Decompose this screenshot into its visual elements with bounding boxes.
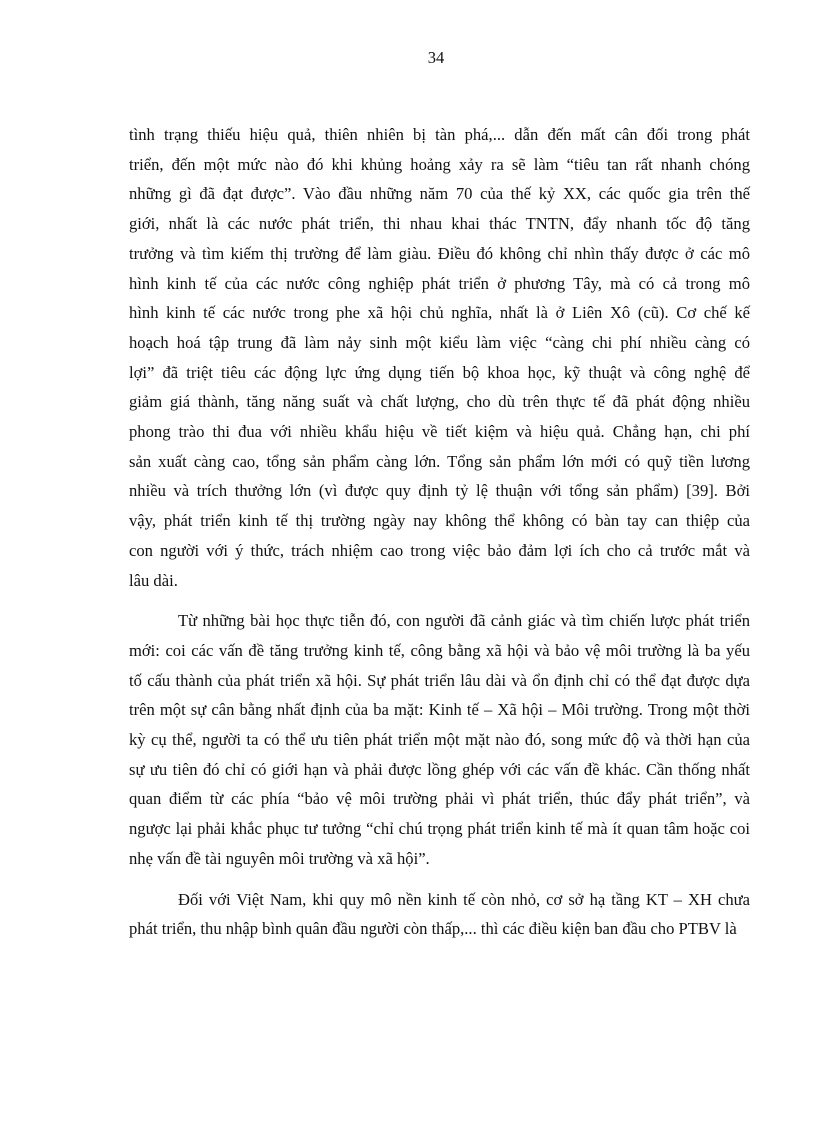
text-line: nhiều và trích thưởng lớn (vì được quy định tỷ lệ thuận với tổng sản phẩm) [39]. Bởi <box>129 481 750 501</box>
text-line: phong trào thi đua với nhiều khẩu hiệu về tiết kiệm và hiệu quả. Chẳng hạn, chi phí <box>129 422 750 442</box>
text-line: kỳ cụ thể, người ta có thể ưu tiên phát triển một mặt nào đó, song mức độ và thời hạn của <box>129 730 750 750</box>
text-line: lâu dài. <box>129 570 178 590</box>
text-line: hình kinh tế các nước trong phe xã hội chủ nghĩa, nhất là ở Liên Xô (cũ). Cơ chế kế <box>129 303 750 323</box>
text-line: tình trạng thiếu hiệu quả, thiên nhiên bị tàn phá,... dẫn đến mất cân đối trong phát <box>129 125 750 144</box>
page-number: 34 <box>427 48 445 67</box>
text-line: quan điểm từ các phía “bảo vệ môi trường phải vì phát triển, thúc đẩy phát triển”, và <box>129 789 750 809</box>
text-line: Từ những bài học thực tiễn đó, con người đã cảnh giác và tìm chiến lược phát triển <box>178 611 750 631</box>
text-line: hình kinh tế của các nước công nghiệp phát triển ở phương Tây, mà có cả trong mô <box>129 273 750 293</box>
text-line: con người với ý thức, trách nhiệm cao trong việc bảo đảm lợi ích cho cả trước mắt và <box>129 540 750 560</box>
text-line: trên một sự cân bằng nhất định của ba mặt: Kinh tế – Xã hội – Môi trường. Trong một thời <box>129 700 750 720</box>
text-line: ngược lại phải khắc phục tư tưởng “chỉ chú trọng phát triển kinh tế mà ít quan tâm hoặc coi <box>129 819 750 839</box>
text-line: giảm giá thành, tăng năng suất và chất lượng, cho dù trên thực tế đã phát động nhiều <box>129 392 750 412</box>
text-line: Đối với Việt Nam, khi quy mô nền kinh tế còn nhỏ, cơ sở hạ tầng KT – XH chưa <box>178 889 750 909</box>
text-line: sản xuất càng cao, tổng sản phẩm càng lớn. Tổng sản phẩm lớn mới có quỹ tiền lương <box>129 451 750 471</box>
text-line: hoạch hoá tập trung đã làm nảy sinh một kiểu làm việc “càng chi phí nhiều càng có <box>129 332 750 352</box>
text-line: trưởng và tìm kiếm thị trường để làm giàu. Điều đó không chỉ nhìn thấy được ở các mô <box>129 243 750 263</box>
text-line: nhẹ vấn đề tài nguyên môi trường và xã hội”. <box>129 848 430 868</box>
text-line: giới, nhất là các nước phát triển, thi nhau khai thác TNTN, đẩy nhanh tốc độ tăng <box>129 214 750 234</box>
text-line: tố cấu thành của phát triển xã hội. Sự phát triển lâu dài và ổn định chỉ có thể đạt được dựa <box>129 670 750 690</box>
paragraph <box>129 120 750 595</box>
paragraph <box>129 885 750 944</box>
text-line: lợi” đã triệt tiêu các động lực ứng dụng tiến bộ khoa học, kỹ thuật và công nghệ để <box>129 362 750 382</box>
text-line: phát triển, thu nhập bình quân đầu người còn thấp,... thì các điều kiện ban đầu cho PTBV là <box>129 919 737 939</box>
body-text <box>129 120 750 944</box>
text-line: triển, đến một mức nào đó khi khủng hoảng xảy ra sẽ làm “tiêu tan rất nhanh chóng <box>129 154 750 174</box>
text-line: vậy, phát triển kinh tế thị trường ngày nay không thể không có bàn tay can thiệp của <box>129 511 750 531</box>
text-line: sự ưu tiên đó chỉ có giới hạn và phải được lồng ghép với các vấn đề khác. Cần thống nhất <box>129 759 750 779</box>
paragraph <box>129 606 750 873</box>
text-line: mới: coi các vấn đề tăng trưởng kinh tế, công bằng xã hội và bảo vệ môi trường là ba yếu <box>129 640 750 660</box>
text-line: những gì đã đạt được”. Vào đầu những năm 70 của thế kỷ XX, các quốc gia trên thế <box>129 184 750 204</box>
